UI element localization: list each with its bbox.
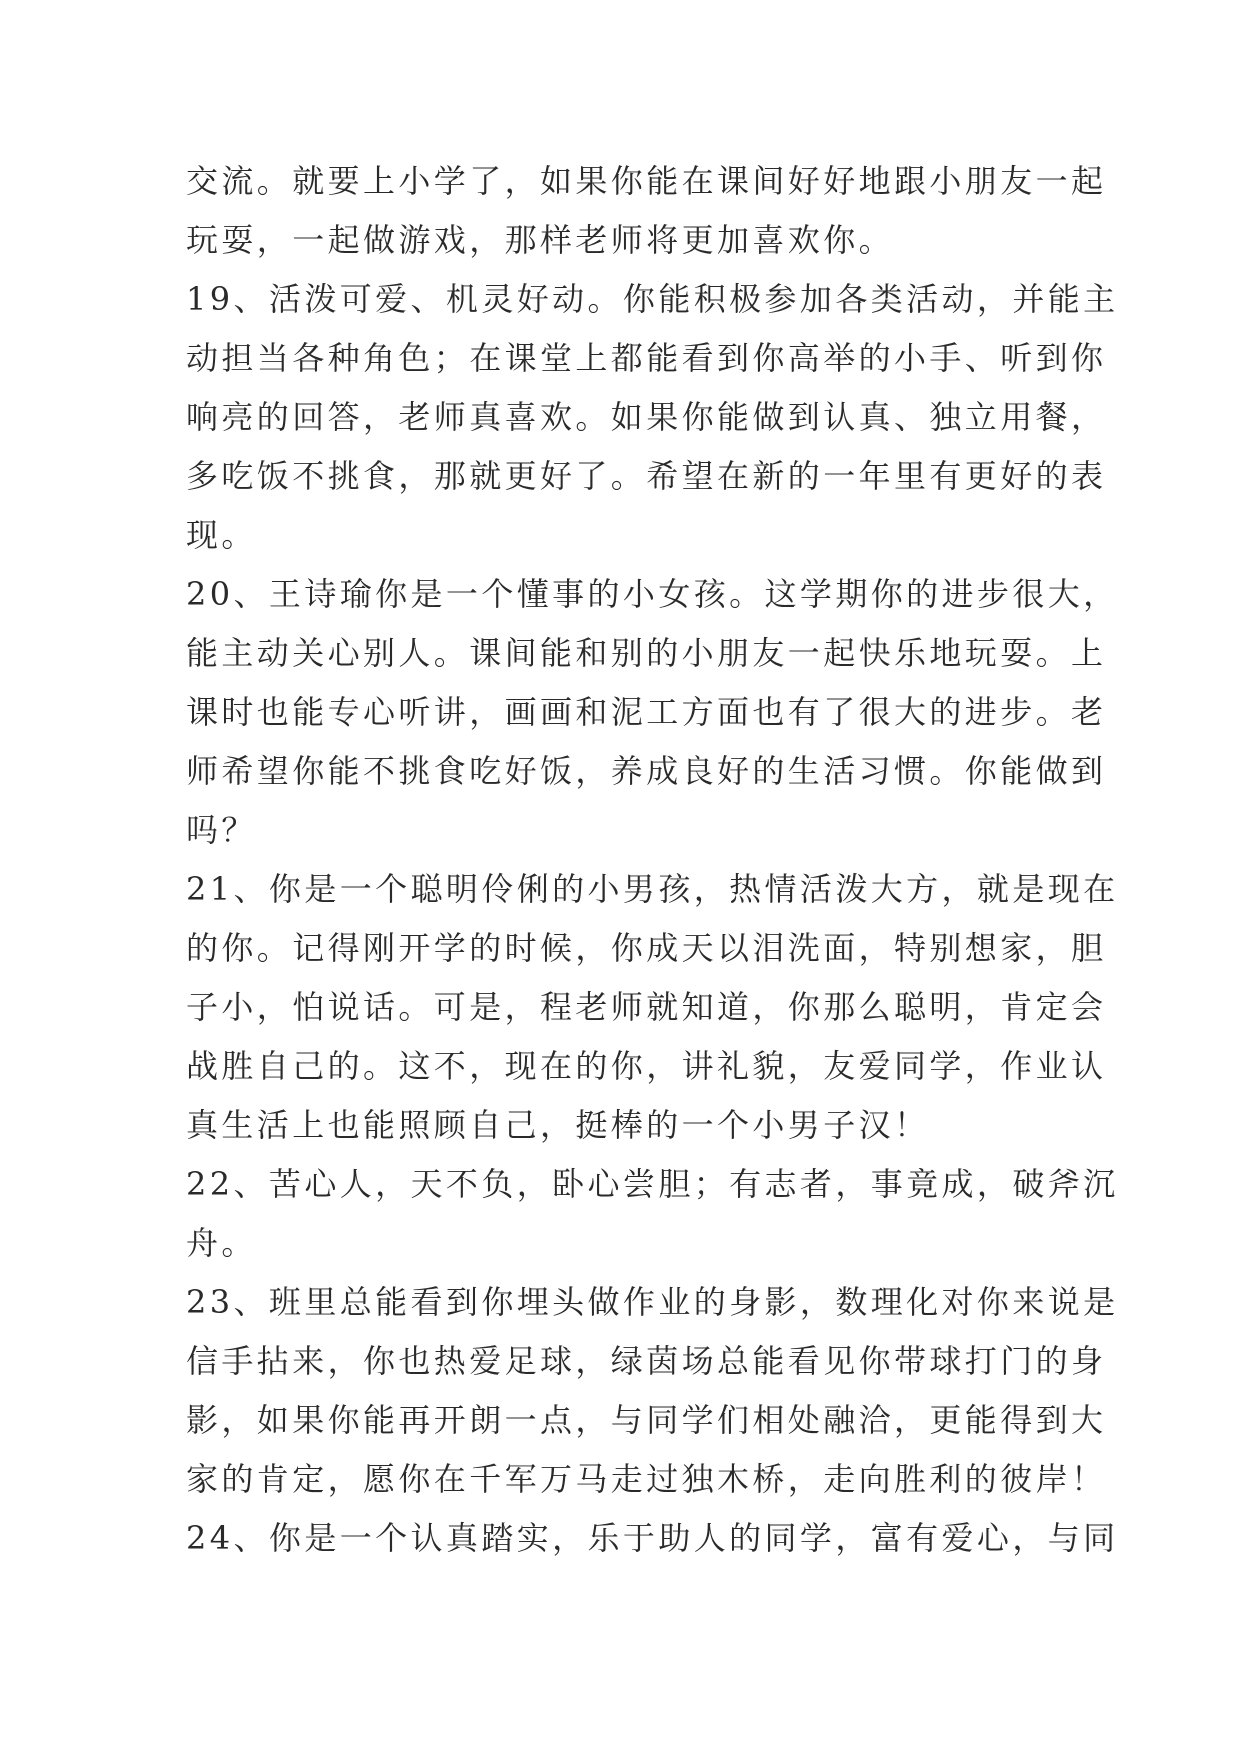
document-body (186, 152, 1119, 1568)
text-line: 24、你是一个认真踏实，乐于助人的同学，富有爱心，与同 (186, 1519, 1119, 1557)
text-line: 交流。就要上小学了，如果你能在课间好好地跟小朋友一起 (186, 162, 1107, 200)
text-line: 响亮的回答，老师真喜欢。如果你能做到认真、独立用餐， (186, 398, 1107, 436)
text-line: 真生活上也能照顾自己，挺棒的一个小男子汉！ (186, 1106, 930, 1144)
text-line: 现。 (186, 516, 257, 554)
text-line: 21、你是一个聪明伶俐的小男孩，热情活泼大方，就是现在 (186, 870, 1119, 908)
text-line: 22、苦心人，天不负，卧心尝胆；有志者，事竟成，破斧沉 (186, 1165, 1119, 1203)
text-line: 能主动关心别人。课间能和别的小朋友一起快乐地玩耍。上 (186, 634, 1107, 672)
text-line: 课时也能专心听讲，画画和泥工方面也有了很大的进步。老 (186, 693, 1107, 731)
text-line: 舟。 (186, 1224, 257, 1262)
text-line: 影，如果你能再开朗一点，与同学们相处融洽，更能得到大 (186, 1401, 1107, 1439)
text-line: 20、王诗瑜你是一个懂事的小女孩。这学期你的进步很大， (186, 575, 1119, 613)
text-line: 动担当各种角色；在课堂上都能看到你高举的小手、听到你 (186, 339, 1107, 377)
text-line: 吗？ (186, 811, 257, 849)
text-line: 19、活泼可爱、机灵好动。你能积极参加各类活动，并能主 (186, 280, 1119, 318)
text-line: 信手拈来，你也热爱足球，绿茵场总能看见你带球打门的身 (186, 1342, 1107, 1380)
text-line: 师希望你能不挑食吃好饭，养成良好的生活习惯。你能做到 (186, 752, 1107, 790)
text-line: 战胜自己的。这不，现在的你，讲礼貌，友爱同学，作业认 (186, 1047, 1107, 1085)
text-line: 的你。记得刚开学的时候，你成天以泪洗面，特别想家，胆 (186, 929, 1107, 967)
text-line: 子小，怕说话。可是，程老师就知道，你那么聪明，肯定会 (186, 988, 1107, 1026)
text-line: 多吃饭不挑食，那就更好了。希望在新的一年里有更好的表 (186, 457, 1107, 495)
text-line: 家的肯定，愿你在千军万马走过独木桥，走向胜利的彼岸！ (186, 1460, 1107, 1498)
text-line: 23、班里总能看到你埋头做作业的身影，数理化对你来说是 (186, 1283, 1119, 1321)
text-line: 玩耍，一起做游戏，那样老师将更加喜欢你。 (186, 221, 895, 259)
